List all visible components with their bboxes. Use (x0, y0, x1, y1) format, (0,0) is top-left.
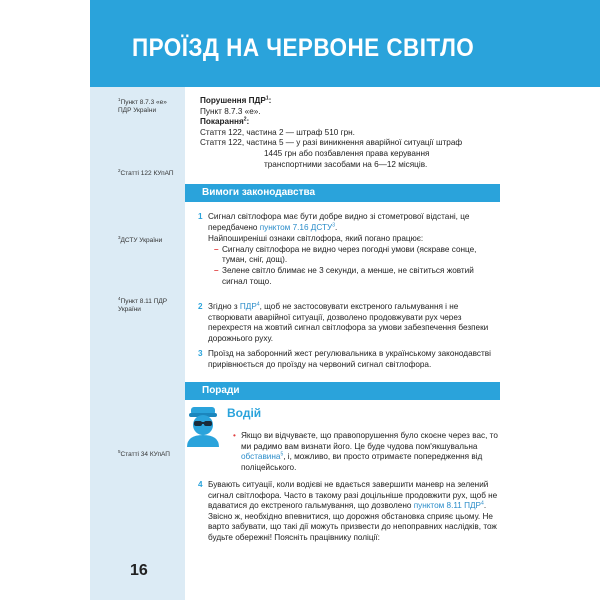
item-number: 4 (198, 480, 203, 489)
penalty-line: Стаття 122, частина 5 — у разі виникнення аварійної ситуації штраф (200, 138, 463, 148)
list-item: – Зелене світло блимає не 3 секунди, а менше, не світиться жовтий сигнал тощо. (214, 265, 474, 286)
sidebar-note: $^3$ДСТУ України (118, 234, 163, 244)
list-item: – Сигналу світлофора не видно через погодні умови (яскраве сонце, туман, сніг, дощ). (214, 244, 477, 265)
tip-item-4: 4 Бувають ситуації, коли водієві не вдається завершити маневр на зелений сигнал світлофора. Часто в такому разі доцільніше продовжити рух, щоб не вдаватися до екстреного гальмування, що дозволено пунктом 8.11 ПДР$^4$. Звісно ж, необхідно впевнитися, що дорожня обстановка сприяє цьому. Не варто забувати, що такі дії можуть призвести до непоправних наслідків, тож будьте обережні! Поясніть працівнику поліції: (198, 480, 498, 542)
sidebar-note: $^2$Статті 122 КУпАП (118, 167, 174, 177)
item-number: 2 (198, 302, 203, 311)
requirement-item-3: 3 Проїзд на заборонний жест регулювальника в українському законодавстві прирівнюється до проїзду на червоний сигнал світлофора. (198, 349, 491, 369)
circumstance-link[interactable]: обставина$^5$ (241, 451, 284, 462)
page-title: ПРОЇЗД НА ЧЕРВОНЕ СВІТЛО (132, 34, 475, 62)
pdr-811-link[interactable]: пунктом 8.11 ПДР$^4$ (413, 500, 484, 511)
page-number: 16 (130, 562, 148, 579)
penalty-label: Покарання$^2$: (200, 116, 250, 127)
driver-heading: Водій (227, 406, 262, 420)
violation-block (200, 96, 490, 170)
penalty-line: 1445 грн або позбавлення права керування (264, 148, 430, 158)
item-number: 1 (198, 212, 203, 221)
pdr-link[interactable]: ПДР$^4$ (239, 301, 260, 311)
requirement-item-2: 2 Згідно з ПДР$^4$, щоб не застосовувати екстреного гальмування і не створювати аварійної ситуації, дозволено продовжувати рух через перехрестя на жовтий сигнал світлофора за умови забезпечення безпеки дорожнього руху. (198, 301, 489, 343)
sidebar (90, 87, 185, 600)
section-header-requirements: Вимоги законодавства (185, 184, 500, 202)
sidebar-note: $^5$Статті 34 КУпАП (118, 448, 170, 458)
signs-intro: Найпоширеніші ознаки світлофора, який погано працює: (208, 234, 424, 244)
title-banner (90, 0, 600, 87)
section-header-tips: Поради (185, 382, 500, 400)
violation-label: Порушення ПДР$^1$: (200, 95, 272, 105)
sidebar-note: $^4$Пункт 8.11 ПДР України (118, 295, 168, 313)
sidebar-note: $^1$Пункт 8.7.3 «е» ПДР України (118, 96, 167, 114)
dstu-link[interactable]: пунктом 7.16 ДСТУ$^3$ (259, 221, 335, 232)
penalty-line: Стаття 122, частина 2 — штраф 510 грн. (200, 127, 355, 137)
violation-point: Пункт 8.7.3 «е». (200, 106, 261, 116)
tip-bullet: • Якщо ви відчуваєте, що правопорушення було скоєне через вас, то ми радимо вам визнати його. Це буде чудова пом'якшувальна обставина$^5$, і, можливо, ви просто отримаєте попередження від поліцейського. (233, 431, 498, 472)
driver-icon (185, 403, 221, 447)
penalty-line: транспортними засобами на 6—12 місяців. (264, 159, 428, 169)
item-number: 3 (198, 349, 203, 358)
requirement-item-1: 1 Сигнал світлофора має бути добре видно зі стометрової відстані, це передбачено пунктом 7.16 ДСТУ$^3$. Найпоширеніші ознаки світлофора, який погано працює: – Сигналу світлофора не видно через погодні умови (яскраве сонце, туман, сніг, дощ). – Зелене світло блимає не 3 секунди, а менше, не світиться жовтий сигнал тощо. (200, 212, 500, 287)
